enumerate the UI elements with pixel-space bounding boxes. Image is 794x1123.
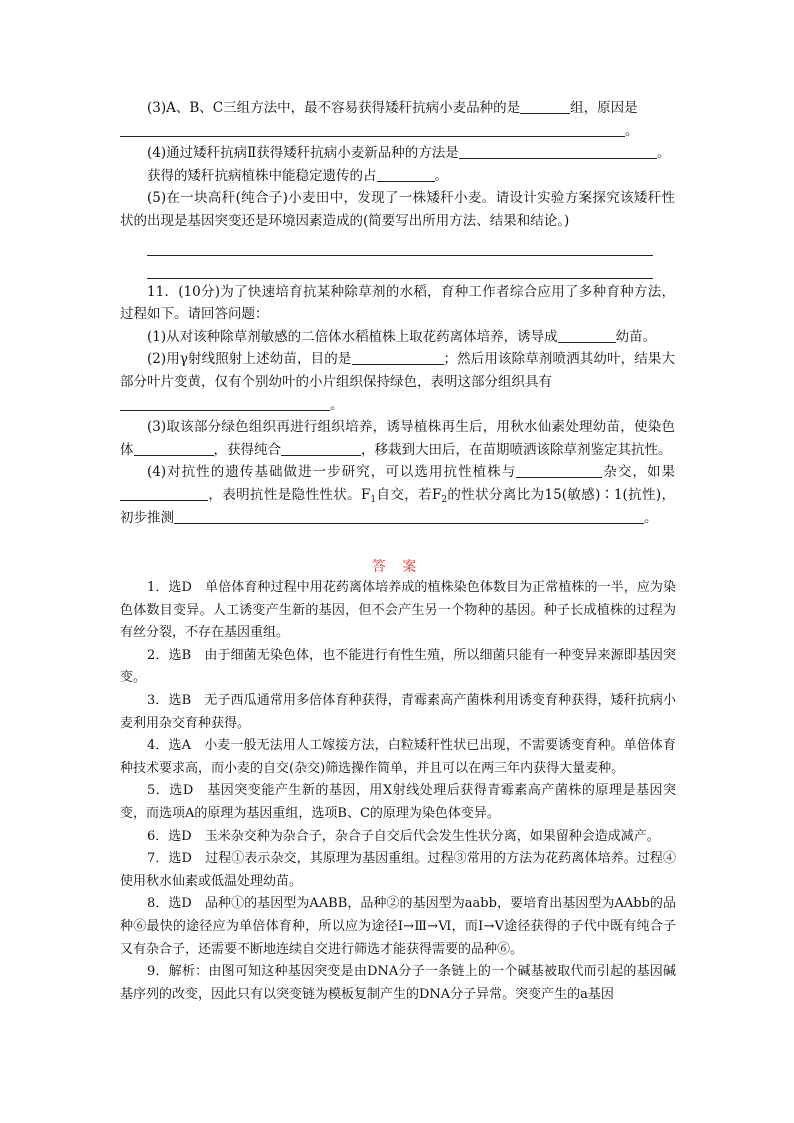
answer-blank[interactable]: [120, 122, 625, 137]
answer-line[interactable]: [147, 237, 653, 256]
answer-blank[interactable]: [120, 486, 208, 501]
answer-line[interactable]: [147, 260, 653, 279]
answer-item: 3．选B 无子西瓜通常用多倍体育种获得，青霉素高产菌株利用诱变育种获得，矮秆抗病小麦利用杂交育种获得。: [120, 692, 676, 731]
answer-list: [120, 577, 676, 1006]
q11-part3: (3)取该部分绿色组织再进行组织培养，诱导植株再生后，用秋水仙素处理幼苗，使染色体 ，获得纯合 ，移栽到大田后，在苗期喷洒该除草剂鉴定其抗性。: [120, 419, 675, 458]
answer-item: 7．选D 过程①表示杂交，其原理为基因重组。过程③常用的方法为花药离体培养。过程④使用秋水仙素或低温处理幼苗。: [120, 851, 676, 889]
q10-part4: (4)通过矮秆抗病Ⅱ获得矮秆抗病小麦新品种的方法是 。: [147, 145, 671, 162]
answer-blank[interactable]: [516, 463, 602, 478]
answer-blank[interactable]: [459, 144, 657, 159]
q11-part1: (1)从对该种除草剂敏感的二倍体水稻植株上取花药离体培养，诱导成 幼苗。: [147, 328, 657, 345]
answer-blank[interactable]: [120, 396, 330, 411]
answer-blank[interactable]: [558, 328, 616, 343]
q11-part4: (4)对抗性的遗传基础做进一步研究，可以选用抗性植株与 杂交，如果，表明抗性是隐性性状。$F_1$自交，若$F_2$的性状分离比为15(敏感)∶1(抗性)，初步推测 。: [120, 464, 676, 526]
answer-item: 8．选D 品种①的基因型为AABB，品种②的基因型为aabb，要培育出基因型为AAbb的品种⑥最快的途径应为单倍体育种，所以应为途径Ⅰ→Ⅲ→Ⅵ，而Ⅰ→Ⅴ途径获得的子代中既有纯合子又有杂合子，还需要不断地连续自交进行筛选才能获得需要的品种⑥。: [120, 896, 676, 957]
answer-item: 6．选D 玉米杂交种为杂合子，杂合子自交后代会发生性状分离，如果留种会造成减产。: [147, 828, 660, 844]
answer-item: 5．选D 基因突变能产生新的基因，用X射线处理后获得青霉素高产菌株的原理是基因突变，而选项A的原理为基因重组，选项B、C的原理为染色体变异。: [120, 783, 676, 821]
answer-item: 4．选A 小麦一般无法用人工嫁接方法，白粒矮秆性状已出现，不需要诱变育种。单倍体育种技术要求高，而小麦的自交(杂交)筛选操作简单，并且可以在两三年内获得大量麦种。: [120, 738, 676, 776]
answer-blank[interactable]: [520, 99, 570, 114]
answer-item: 1．选D 单倍体育种过程中用花药离体培养成的植株染色体数目为正常植株的一半，应为染色体数目变异。人工诱变产生新的基因，但不会产生另一个物种的基因。种子长成植株的过程为有丝分裂，不存在基因重组。: [120, 580, 676, 641]
q10-part4-b: 获得的矮秆抗病植株中能稳定遗传的占 。: [147, 167, 448, 184]
answer-blank[interactable]: [134, 441, 214, 456]
q11-part2-line: 。: [120, 394, 675, 417]
q11-part2: (2)用γ射线照射上述幼苗，目的是 ；然后用该除草剂喷洒其幼叶，结果大部分叶片变黄，仅有个别幼叶的小片组织保持绿色，表明这部分组织具有: [120, 351, 675, 390]
q10-part3-line: 。: [120, 120, 675, 143]
q10-part3: (3)A、B、C三组方法中，最不容易获得矮秆抗病小麦品种的是 组，原因是: [147, 100, 638, 116]
q10-part5: (5)在一块高秆(纯合子)小麦田中，发现了一株矮秆小麦。请设计实验方案探究该矮秆性状的出现是基因突变还是环境因素造成的(简要写出所用方法、结果和结论。): [120, 190, 675, 229]
answer-blank[interactable]: [281, 441, 361, 456]
question-10-continued: [120, 97, 675, 529]
answer-blank[interactable]: [352, 350, 444, 365]
answer-item: 9．解析：由图可知这种基因突变是由DNA分子一条链上的一个碱基被取代而引起的基因碱基序列的改变，因此只有以突变链为模板复制产生的DNA分子异常。突变产生的a基因: [120, 964, 676, 1002]
answer-item: 2．选B 由于细菌无染色体，也不能进行有性生殖，所以细菌只能有一种变异来源即基因突变。: [120, 647, 676, 686]
answer-blank[interactable]: [377, 167, 435, 182]
answer-section-title: 答 案: [371, 559, 423, 575]
answer-blank[interactable]: [174, 509, 644, 524]
q11-intro: 11．(10分)为了快速培育抗某种除草剂的水稻，育种工作者综合应用了多种育种方法，过程如下。请回答问题：: [120, 283, 675, 323]
